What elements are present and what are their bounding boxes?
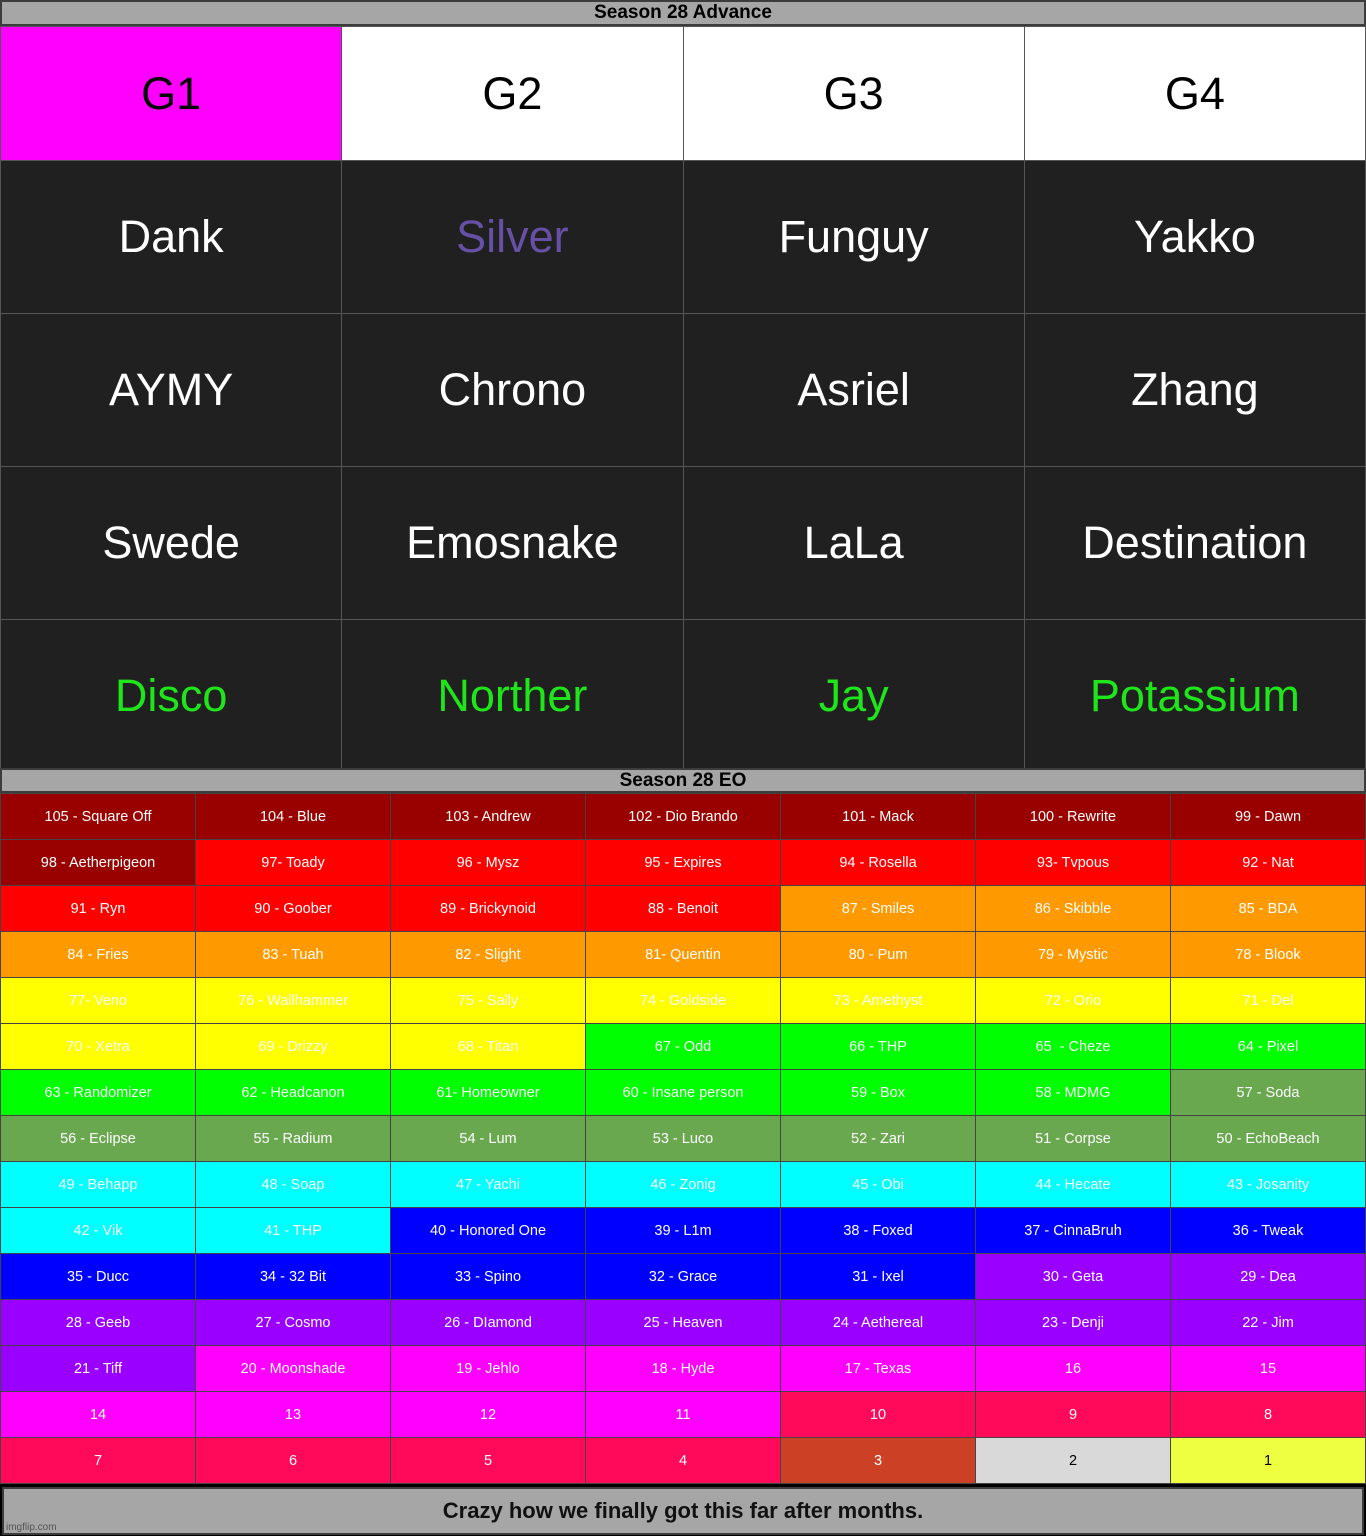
eo-rank-cell: 73 - Amethyst bbox=[781, 978, 975, 1023]
eo-rank-cell: 67 - Odd bbox=[586, 1024, 780, 1069]
eo-rank-cell: 99 - Dawn bbox=[1171, 794, 1365, 839]
advance-player-cell: Funguy bbox=[684, 161, 1024, 313]
eo-rank-cell: 69 - Drizzy bbox=[196, 1024, 390, 1069]
advance-title: Season 28 Advance bbox=[0, 0, 1366, 26]
eo-rank-cell: 24 - Aethereal bbox=[781, 1300, 975, 1345]
eo-rank-cell: 59 - Box bbox=[781, 1070, 975, 1115]
eo-rank-cell: 32 - Grace bbox=[586, 1254, 780, 1299]
eo-rank-cell: 84 - Fries bbox=[1, 932, 195, 977]
eo-rank-cell: 95 - Expires bbox=[586, 840, 780, 885]
eo-grid bbox=[0, 793, 1366, 1484]
eo-rank-cell: 51 - Corpse bbox=[976, 1116, 1170, 1161]
eo-rank-cell: 26 - DIamond bbox=[391, 1300, 585, 1345]
eo-rank-cell: 10 bbox=[781, 1392, 975, 1437]
eo-rank-cell: 9 bbox=[976, 1392, 1170, 1437]
eo-rank-cell: 61- Homeowner bbox=[391, 1070, 585, 1115]
eo-rank-cell: 71 - Del bbox=[1171, 978, 1365, 1023]
eo-rank-cell: 11 bbox=[586, 1392, 780, 1437]
eo-rank-cell: 86 - Skibble bbox=[976, 886, 1170, 931]
group-header-3: G3 bbox=[684, 27, 1024, 160]
eo-rank-cell: 70 - Xetra bbox=[1, 1024, 195, 1069]
advance-player-cell: LaLa bbox=[684, 467, 1024, 619]
eo-rank-cell: 1 bbox=[1171, 1438, 1365, 1483]
eo-rank-cell: 8 bbox=[1171, 1392, 1365, 1437]
eo-rank-cell: 87 - Smiles bbox=[781, 886, 975, 931]
eo-rank-cell: 50 - EchoBeach bbox=[1171, 1116, 1365, 1161]
eo-rank-cell: 82 - Slight bbox=[391, 932, 585, 977]
eo-rank-cell: 91 - Ryn bbox=[1, 886, 195, 931]
eo-rank-cell: 75 - Sally bbox=[391, 978, 585, 1023]
eo-rank-cell: 7 bbox=[1, 1438, 195, 1483]
advance-grid bbox=[0, 26, 1366, 768]
eo-rank-cell: 83 - Tuah bbox=[196, 932, 390, 977]
eo-rank-cell: 44 - Hecate bbox=[976, 1162, 1170, 1207]
eo-rank-cell: 92 - Nat bbox=[1171, 840, 1365, 885]
eo-rank-cell: 38 - Foxed bbox=[781, 1208, 975, 1253]
eo-rank-cell: 105 - Square Off bbox=[1, 794, 195, 839]
eo-rank-cell: 33 - Spino bbox=[391, 1254, 585, 1299]
advance-player-cell: Norther bbox=[342, 620, 682, 772]
eo-rank-cell: 77- Veno bbox=[1, 978, 195, 1023]
eo-rank-cell: 100 - Rewrite bbox=[976, 794, 1170, 839]
eo-rank-cell: 41 - THP bbox=[196, 1208, 390, 1253]
watermark: imgflip.com bbox=[6, 1522, 57, 1533]
eo-rank-cell: 30 - Geta bbox=[976, 1254, 1170, 1299]
eo-rank-cell: 58 - MDMG bbox=[976, 1070, 1170, 1115]
eo-rank-cell: 46 - Zonig bbox=[586, 1162, 780, 1207]
eo-rank-cell: 63 - Randomizer bbox=[1, 1070, 195, 1115]
eo-rank-cell: 27 - Cosmo bbox=[196, 1300, 390, 1345]
eo-rank-cell: 90 - Goober bbox=[196, 886, 390, 931]
eo-rank-cell: 65 - Cheze bbox=[976, 1024, 1170, 1069]
eo-rank-cell: 57 - Soda bbox=[1171, 1070, 1365, 1115]
eo-rank-cell: 68 - Titan bbox=[391, 1024, 585, 1069]
eo-rank-cell: 101 - Mack bbox=[781, 794, 975, 839]
advance-player-cell: Emosnake bbox=[342, 467, 682, 619]
eo-rank-cell: 36 - Tweak bbox=[1171, 1208, 1365, 1253]
advance-player-cell: Zhang bbox=[1025, 314, 1365, 466]
eo-rank-cell: 2 bbox=[976, 1438, 1170, 1483]
eo-rank-cell: 12 bbox=[391, 1392, 585, 1437]
eo-rank-cell: 55 - Radium bbox=[196, 1116, 390, 1161]
advance-player-cell: AYMY bbox=[1, 314, 341, 466]
eo-rank-cell: 40 - Honored One bbox=[391, 1208, 585, 1253]
advance-player-cell: Chrono bbox=[342, 314, 682, 466]
eo-rank-cell: 28 - Geeb bbox=[1, 1300, 195, 1345]
advance-player-cell: Jay bbox=[684, 620, 1024, 772]
eo-rank-cell: 80 - Pum bbox=[781, 932, 975, 977]
eo-rank-cell: 43 - Josanity bbox=[1171, 1162, 1365, 1207]
eo-rank-cell: 49 - Behapp bbox=[1, 1162, 195, 1207]
eo-rank-cell: 98 - Aetherpigeon bbox=[1, 840, 195, 885]
eo-rank-cell: 34 - 32 Bit bbox=[196, 1254, 390, 1299]
eo-rank-cell: 5 bbox=[391, 1438, 585, 1483]
eo-rank-cell: 52 - Zari bbox=[781, 1116, 975, 1161]
eo-rank-cell: 47 - Yachi bbox=[391, 1162, 585, 1207]
eo-rank-cell: 81- Quentin bbox=[586, 932, 780, 977]
eo-rank-cell: 54 - Lum bbox=[391, 1116, 585, 1161]
footer-caption: Crazy how we finally got this far after months. bbox=[2, 1487, 1364, 1535]
advance-player-cell: Dank bbox=[1, 161, 341, 313]
eo-rank-cell: 79 - Mystic bbox=[976, 932, 1170, 977]
advance-player-cell: Swede bbox=[1, 467, 341, 619]
eo-rank-cell: 20 - Moonshade bbox=[196, 1346, 390, 1391]
eo-rank-cell: 22 - Jim bbox=[1171, 1300, 1365, 1345]
eo-rank-cell: 104 - Blue bbox=[196, 794, 390, 839]
eo-rank-cell: 96 - Mysz bbox=[391, 840, 585, 885]
eo-rank-cell: 88 - Benoit bbox=[586, 886, 780, 931]
advance-player-cell: Asriel bbox=[684, 314, 1024, 466]
eo-rank-cell: 42 - Vik bbox=[1, 1208, 195, 1253]
eo-rank-cell: 31 - Ixel bbox=[781, 1254, 975, 1299]
eo-rank-cell: 19 - Jehlo bbox=[391, 1346, 585, 1391]
eo-rank-cell: 60 - Insane person bbox=[586, 1070, 780, 1115]
eo-rank-cell: 62 - Headcanon bbox=[196, 1070, 390, 1115]
eo-rank-cell: 64 - Pixel bbox=[1171, 1024, 1365, 1069]
eo-rank-cell: 85 - BDA bbox=[1171, 886, 1365, 931]
advance-player-cell: Potassium bbox=[1025, 620, 1365, 772]
advance-player-cell: Disco bbox=[1, 620, 341, 772]
eo-title: Season 28 EO bbox=[0, 768, 1366, 793]
eo-rank-cell: 13 bbox=[196, 1392, 390, 1437]
advance-player-cell: Silver bbox=[342, 161, 682, 313]
eo-rank-cell: 89 - Brickynoid bbox=[391, 886, 585, 931]
eo-rank-cell: 18 - Hyde bbox=[586, 1346, 780, 1391]
eo-rank-cell: 72 - Orio bbox=[976, 978, 1170, 1023]
eo-rank-cell: 74 - Goldside bbox=[586, 978, 780, 1023]
footer bbox=[0, 1484, 1366, 1536]
eo-rank-cell: 97- Toady bbox=[196, 840, 390, 885]
eo-rank-cell: 94 - Rosella bbox=[781, 840, 975, 885]
group-header-1: G1 bbox=[1, 27, 341, 160]
eo-rank-cell: 78 - Blook bbox=[1171, 932, 1365, 977]
eo-rank-cell: 16 bbox=[976, 1346, 1170, 1391]
eo-rank-cell: 48 - Soap bbox=[196, 1162, 390, 1207]
eo-rank-cell: 17 - Texas bbox=[781, 1346, 975, 1391]
eo-rank-cell: 39 - L1m bbox=[586, 1208, 780, 1253]
eo-rank-cell: 25 - Heaven bbox=[586, 1300, 780, 1345]
eo-rank-cell: 37 - CinnaBruh bbox=[976, 1208, 1170, 1253]
eo-rank-cell: 56 - Eclipse bbox=[1, 1116, 195, 1161]
eo-rank-cell: 14 bbox=[1, 1392, 195, 1437]
advance-player-cell: Yakko bbox=[1025, 161, 1365, 313]
eo-rank-cell: 76 - Wallhammer bbox=[196, 978, 390, 1023]
eo-rank-cell: 3 bbox=[781, 1438, 975, 1483]
eo-rank-cell: 15 bbox=[1171, 1346, 1365, 1391]
advance-player-cell: Destination bbox=[1025, 467, 1365, 619]
eo-rank-cell: 103 - Andrew bbox=[391, 794, 585, 839]
eo-rank-cell: 29 - Dea bbox=[1171, 1254, 1365, 1299]
eo-rank-cell: 102 - Dio Brando bbox=[586, 794, 780, 839]
eo-rank-cell: 93- Tvpous bbox=[976, 840, 1170, 885]
eo-rank-cell: 45 - Obi bbox=[781, 1162, 975, 1207]
group-header-4: G4 bbox=[1025, 27, 1365, 160]
eo-rank-cell: 21 - Tiff bbox=[1, 1346, 195, 1391]
eo-rank-cell: 6 bbox=[196, 1438, 390, 1483]
group-header-2: G2 bbox=[342, 27, 682, 160]
eo-rank-cell: 66 - THP bbox=[781, 1024, 975, 1069]
eo-rank-cell: 23 - Denji bbox=[976, 1300, 1170, 1345]
eo-rank-cell: 4 bbox=[586, 1438, 780, 1483]
eo-rank-cell: 35 - Ducc bbox=[1, 1254, 195, 1299]
eo-rank-cell: 53 - Luco bbox=[586, 1116, 780, 1161]
